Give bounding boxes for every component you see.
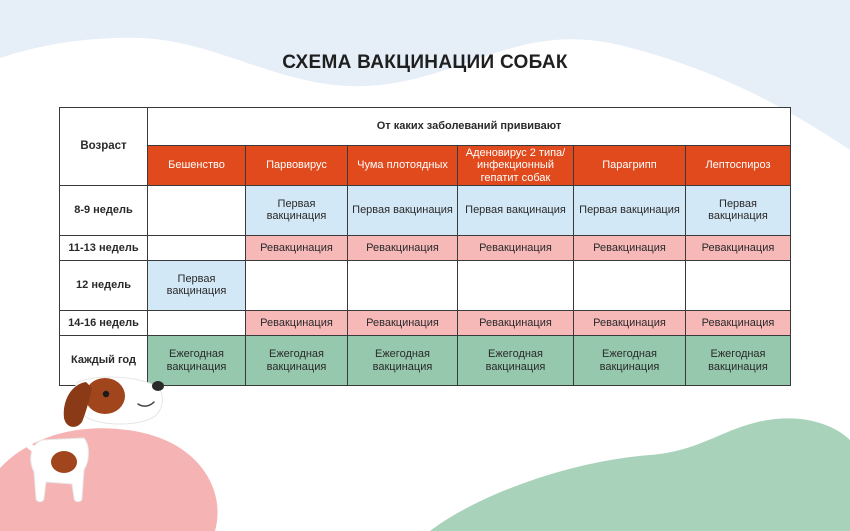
schedule-cell (148, 235, 246, 261)
disease-header-distemper: Чума плотоядных (348, 146, 458, 186)
schedule-cell (574, 261, 686, 311)
schedule-cell (148, 186, 246, 236)
table-row (60, 186, 791, 236)
header-row-top (60, 108, 791, 146)
schedule-cell (246, 261, 348, 311)
schedule-cell (148, 310, 246, 336)
schedule-cell: Первая вакцинация (686, 186, 791, 236)
schedule-cell (686, 261, 791, 311)
age-cell: 11-13 недель (60, 235, 148, 261)
schedule-cell: Ревакцинация (574, 310, 686, 336)
schedule-cell: Ревакцинация (458, 235, 574, 261)
page-title: СХЕМА ВАКЦИНАЦИИ СОБАК (282, 52, 568, 73)
diseases-group-header: От каких заболеваний прививают (148, 108, 791, 146)
schedule-cell: Первая вакцинация (246, 186, 348, 236)
dog-illustration (0, 360, 180, 510)
schedule-cell: Ежегодная вакцинация (246, 336, 348, 386)
disease-header-row (60, 146, 791, 186)
schedule-cell: Первая вакцинация (148, 261, 246, 311)
schedule-cell: Ревакцинация (686, 235, 791, 261)
disease-header-adenovirus: Аденовирус 2 типа/ инфекционный гепатит собак (458, 146, 574, 186)
table-row (60, 261, 791, 311)
schedule-cell: Ревакцинация (348, 310, 458, 336)
disease-header-leptospirosis: Лептоспироз (686, 146, 791, 186)
schedule-cell: Ревакцинация (246, 310, 348, 336)
schedule-cell: Первая вакцинация (574, 186, 686, 236)
schedule-cell (348, 261, 458, 311)
schedule-cell: Ежегодная вакцинация (574, 336, 686, 386)
age-cell: Каждый год (60, 336, 148, 386)
schedule-cell: Ревакцинация (574, 235, 686, 261)
schedule-cell (458, 261, 574, 311)
disease-header-rabies: Бешенство (148, 146, 246, 186)
schedule-cell: Ревакцинация (686, 310, 791, 336)
schedule-cell: Ежегодная вакцинация (458, 336, 574, 386)
schedule-cell: Ежегодная вакцинация (348, 336, 458, 386)
schedule-cell: Ревакцинация (458, 310, 574, 336)
table-row (60, 310, 791, 336)
age-cell: 8-9 недель (60, 186, 148, 236)
age-cell: 14-16 недель (60, 310, 148, 336)
age-column-header: Возраст (60, 108, 148, 186)
schedule-cell: Ревакцинация (246, 235, 348, 261)
vaccination-table (59, 107, 791, 386)
disease-header-parvovirus: Парвовирус (246, 146, 348, 186)
disease-header-parainfluenza: Парагрипп (574, 146, 686, 186)
schedule-cell: Ежегодная вакцинация (686, 336, 791, 386)
table-row (60, 235, 791, 261)
schedule-cell: Первая вакцинация (458, 186, 574, 236)
schedule-cell: Первая вакцинация (348, 186, 458, 236)
schedule-cell: Ревакцинация (348, 235, 458, 261)
age-cell: 12 недель (60, 261, 148, 311)
schedule-cell: Ежегодная вакцинация (148, 336, 246, 386)
